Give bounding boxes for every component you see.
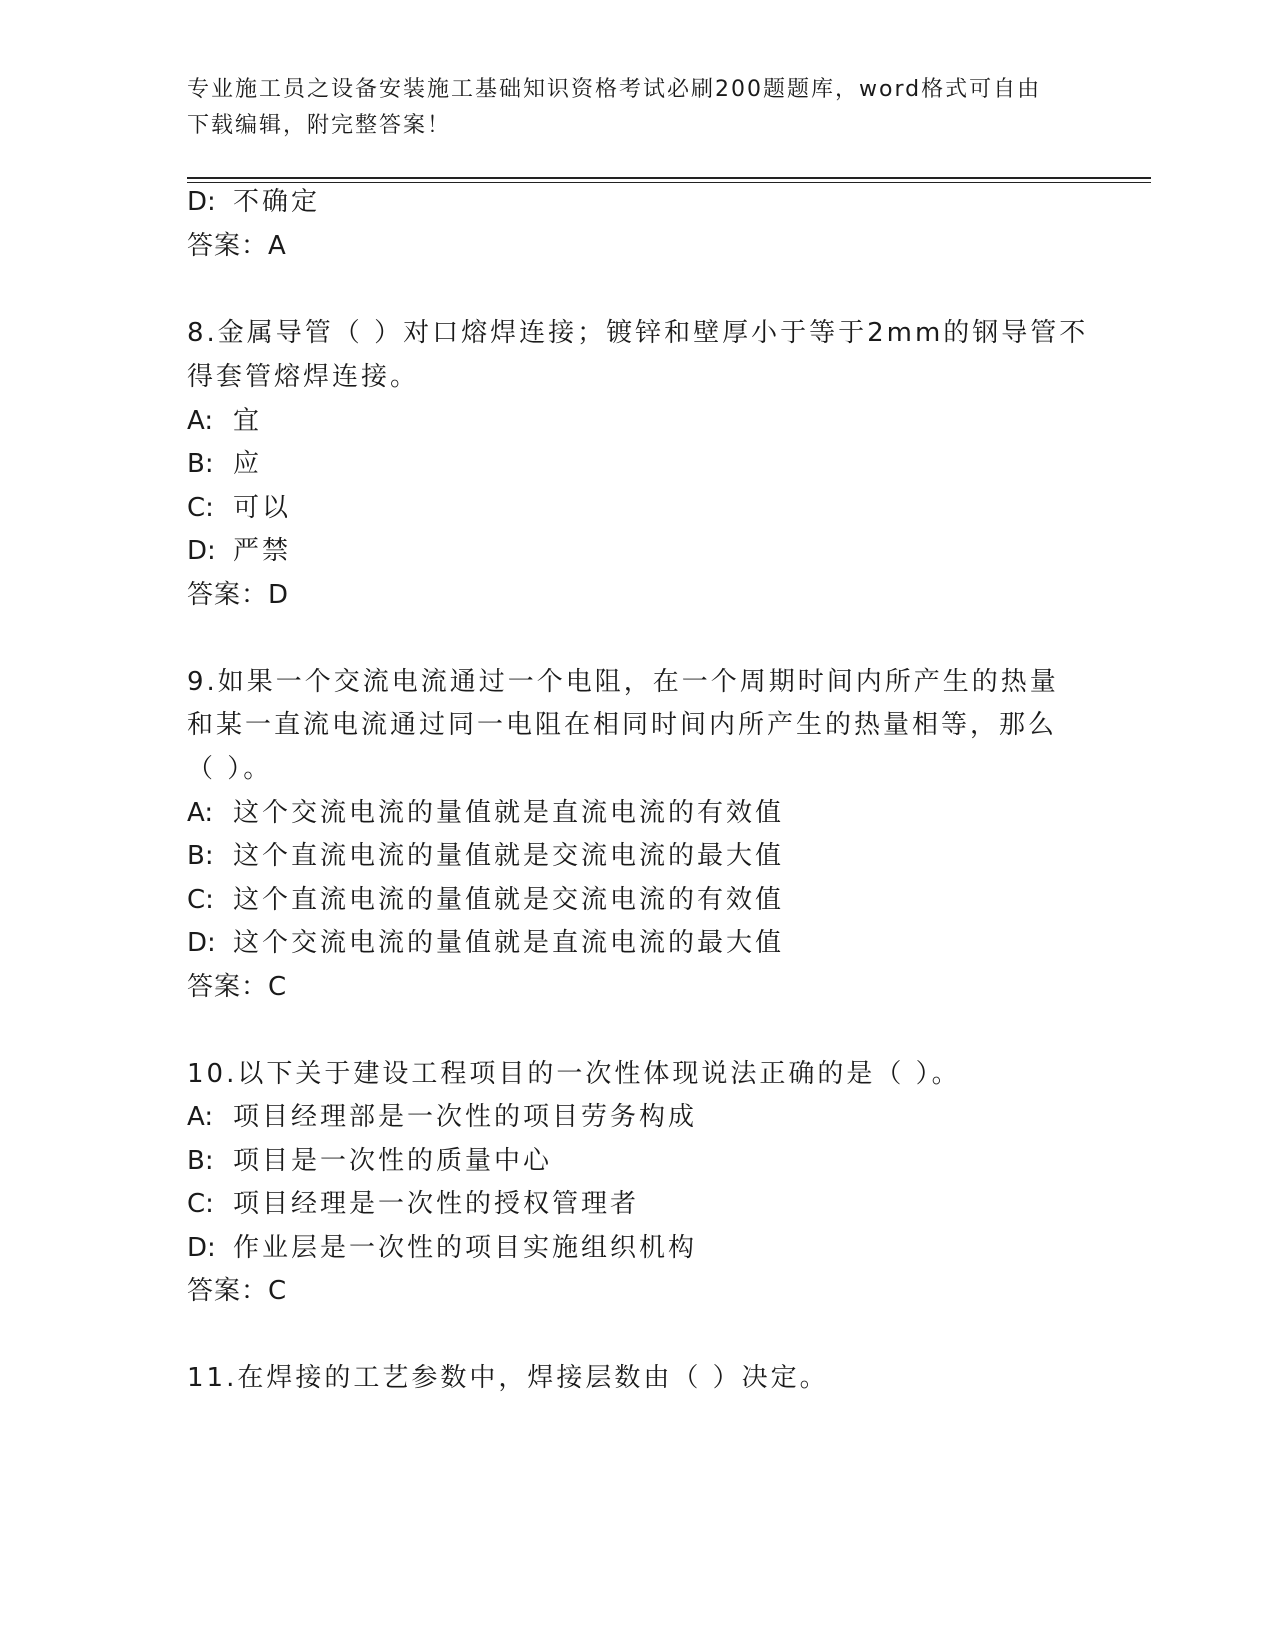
option-key: A: bbox=[187, 406, 214, 436]
q8-option-a bbox=[187, 403, 262, 439]
q8-option-b bbox=[187, 446, 262, 482]
option-key: A: bbox=[187, 1102, 214, 1132]
option-text: 严禁 bbox=[233, 536, 292, 566]
option-key: B: bbox=[187, 841, 214, 871]
page-header bbox=[187, 72, 1087, 144]
option-key: C: bbox=[187, 493, 214, 523]
option-key: D: bbox=[187, 1233, 216, 1263]
q9-option-a bbox=[187, 795, 784, 831]
option-text: 可以 bbox=[233, 493, 292, 523]
q8-option-c bbox=[187, 490, 291, 526]
q10-answer: 答案：C bbox=[187, 1276, 288, 1306]
q8-stem-line-2: 得套管熔焊连接。 bbox=[187, 362, 420, 392]
header-title-line-2: 下载编辑，附完整答案！ bbox=[187, 113, 452, 138]
option-text: 项目经理部是一次性的项目劳务构成 bbox=[233, 1102, 698, 1132]
q9-option-c bbox=[187, 882, 784, 918]
q9-option-d bbox=[187, 925, 784, 961]
option-text: 宜 bbox=[233, 406, 263, 436]
option-key: A: bbox=[187, 798, 214, 828]
q10-stem-line-1: 10.以下关于建设工程项目的一次性体现说法正确的是（ ）。 bbox=[187, 1059, 961, 1089]
option-text: 这个交流电流的量值就是直流电流的最大值 bbox=[233, 928, 785, 958]
q9-answer: 答案：C bbox=[187, 972, 288, 1002]
q9-stem-line-3: （ ）。 bbox=[187, 754, 273, 784]
option-key: D: bbox=[187, 536, 216, 566]
prev-answer: 答案：A bbox=[187, 231, 287, 261]
option-text: 这个直流电流的量值就是交流电流的最大值 bbox=[233, 841, 785, 871]
option-text: 项目经理是一次性的授权管理者 bbox=[233, 1189, 640, 1219]
option-text: 项目是一次性的质量中心 bbox=[233, 1146, 553, 1176]
option-key: D: bbox=[187, 928, 216, 958]
header-divider bbox=[187, 177, 1151, 179]
q8-answer: 答案：D bbox=[187, 580, 290, 610]
q8-stem-line-1: 8.金属导管（ ）对口熔焊连接；镀锌和壁厚小于等于2mm的钢导管不 bbox=[187, 318, 1089, 348]
option-key: B: bbox=[187, 449, 214, 479]
q10-option-a bbox=[187, 1099, 697, 1135]
option-text: 不确定 bbox=[233, 187, 321, 217]
option-key: B: bbox=[187, 1146, 214, 1176]
q9-option-b bbox=[187, 838, 784, 874]
prev-option-d bbox=[187, 184, 320, 220]
q10-option-b bbox=[187, 1143, 552, 1179]
option-text: 作业层是一次性的项目实施组织机构 bbox=[233, 1233, 698, 1263]
q11-stem-line-1: 11.在焊接的工艺参数中，焊接层数由（ ）决定。 bbox=[187, 1363, 829, 1393]
option-text: 这个交流电流的量值就是直流电流的有效值 bbox=[233, 798, 785, 828]
option-key: D: bbox=[187, 187, 216, 217]
q9-stem-line-2: 和某一直流电流通过同一电阻在相同时间内所产生的热量相等，那么 bbox=[187, 710, 1058, 740]
header-title-line-1: 专业施工员之设备安装施工基础知识资格考试必刷200题题库，word格式可自由 bbox=[187, 77, 1042, 102]
header-divider-thin bbox=[187, 182, 1151, 183]
option-key: C: bbox=[187, 885, 214, 915]
option-text: 应 bbox=[233, 449, 263, 479]
q10-option-c bbox=[187, 1186, 639, 1222]
option-text: 这个直流电流的量值就是交流电流的有效值 bbox=[233, 885, 785, 915]
q9-stem-line-1: 9.如果一个交流电流通过一个电阻，在一个周期时间内所产生的热量 bbox=[187, 667, 1059, 697]
q10-option-d bbox=[187, 1230, 697, 1266]
q8-option-d bbox=[187, 533, 291, 569]
option-key: C: bbox=[187, 1189, 214, 1219]
